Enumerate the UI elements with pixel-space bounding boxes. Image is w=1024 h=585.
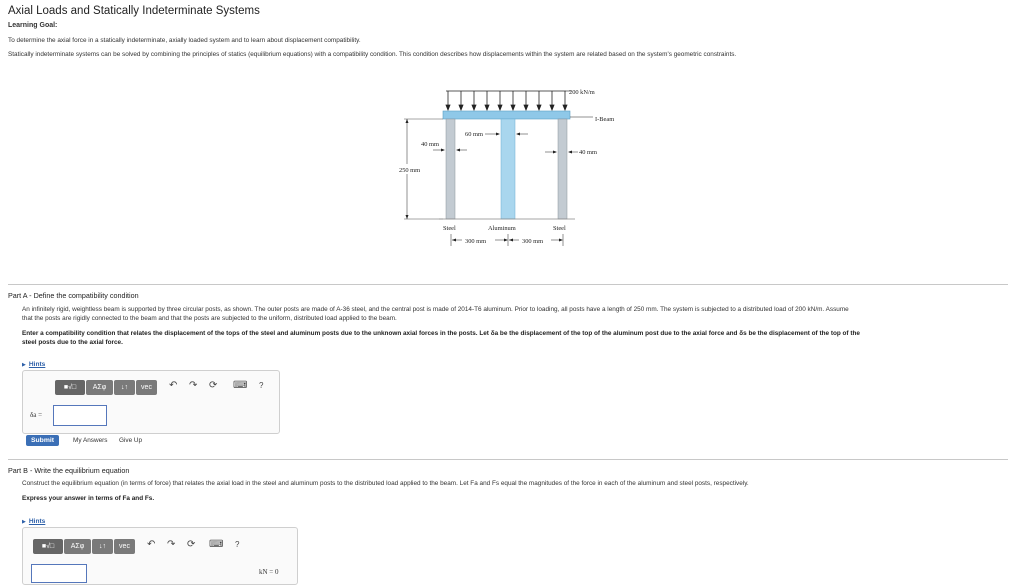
- part-a-divider: [8, 284, 1008, 285]
- right-post-dia-label: 40 mm: [579, 149, 597, 156]
- hints-arrow-icon: ▶: [22, 519, 26, 525]
- part-b-answer-box: [22, 527, 298, 585]
- part-a-instruction-line2: steel posts due to the axial force.: [22, 339, 123, 346]
- center-post-label: Aluminum: [488, 225, 516, 232]
- left-steel-post: [446, 119, 455, 219]
- part-b-hints-link[interactable]: Hints: [28, 518, 46, 525]
- template-button[interactable]: ■√□: [55, 380, 85, 395]
- left-post-dia-label: 40 mm: [421, 141, 439, 148]
- part-a-title: Part A - Define the compatibility condition: [8, 291, 139, 300]
- vector-button[interactable]: vec: [114, 539, 135, 554]
- undo-icon[interactable]: ↶: [147, 539, 156, 550]
- right-post-label: Steel: [553, 225, 566, 232]
- page-title: Axial Loads and Statically Indeterminate Systems: [8, 5, 260, 17]
- aluminum-post: [501, 119, 515, 219]
- keyboard-icon[interactable]: ⌨: [209, 539, 224, 550]
- part-b-title: Part B - Write the equilibrium equation: [8, 466, 130, 475]
- part-a-answer-box: [22, 370, 280, 434]
- intro-text: Statically indeterminate systems can be solved by combining the principles of statics (equilibrium equations) with a compatibility condition. This condition describes how displacements within the system are related based on the system's geometric constraints.: [8, 51, 737, 58]
- part-a-hints-link[interactable]: Hints: [28, 361, 46, 368]
- beam-post-diagram: [395, 86, 635, 258]
- my-answers-link[interactable]: My Answers: [73, 437, 108, 444]
- greek-symbols-button[interactable]: ΑΣφ: [86, 380, 113, 395]
- undo-icon[interactable]: ↶: [169, 380, 178, 391]
- arrows-button[interactable]: ↓↑: [114, 380, 135, 395]
- learning-goal-text: To determine the axial force in a statically indeterminate, axially loaded system and to learn about displacement compatibility.: [8, 37, 361, 44]
- reset-icon[interactable]: ⟳: [187, 539, 196, 550]
- part-b-divider: [8, 459, 1008, 460]
- give-up-link[interactable]: Give Up: [119, 437, 143, 444]
- help-icon[interactable]: ?: [259, 381, 264, 390]
- hints-arrow-icon: ▶: [22, 362, 26, 368]
- part-a-instruction-line1: Enter a compatibility condition that relates the displacement of the tops of the steel and aluminum posts due to the unknown axial forces in the posts. Let δa be the displacement of the top of the aluminum post due to the axial force and δs be the displacement of the top of the: [22, 330, 860, 337]
- part-b-unit-label: kN = 0: [259, 568, 279, 576]
- learning-goal-label: Learning Goal:: [8, 22, 58, 29]
- part-a-hints[interactable]: [22, 353, 45, 371]
- greek-symbols-button[interactable]: ΑΣφ: [64, 539, 91, 554]
- part-b-hints[interactable]: [22, 510, 45, 528]
- part-b-express: Express your answer in terms of Fa and Fs.: [22, 495, 155, 502]
- vector-button[interactable]: vec: [136, 380, 157, 395]
- template-button[interactable]: ■√□: [33, 539, 63, 554]
- help-icon[interactable]: ?: [235, 540, 240, 549]
- part-a-desc-line2: that the posts are rigidly connected to the beam and that the posts are subjected to the uniform, distributed load applied to the beam.: [22, 315, 397, 322]
- i-beam: [443, 111, 570, 119]
- part-b-desc: Construct the equilibrium equation (in terms of force) that relates the axial load in the steel and aluminum posts to the distributed load applied to the beam. Let Fa and Fs equal the magnitudes of the force in each of the aluminum and steel posts, respectively.: [22, 480, 749, 487]
- load-label: 200 kN/m: [569, 89, 595, 96]
- part-a-desc-line1: An infinitely rigid, weightless beam is supported by three circular posts, as shown. The outer posts are made of A-36 steel, and the central post is made of 2014-T6 aluminum. Prior to loading, all posts have a length of 250 mm. The system is subjected to a distributed load of 200 kN/m. Assume: [22, 306, 849, 313]
- center-post-dia-label: 60 mm: [465, 131, 483, 138]
- right-span-label: 300 mm: [522, 238, 544, 245]
- keyboard-icon[interactable]: ⌨: [233, 380, 248, 391]
- submit-button[interactable]: Submit: [26, 435, 59, 446]
- beam-label: I-Beam: [595, 116, 615, 123]
- delta-a-label: δa =: [30, 411, 43, 419]
- distributed-load-arrows: [446, 91, 567, 110]
- height-label: 250 mm: [399, 167, 421, 174]
- right-steel-post: [558, 119, 567, 219]
- redo-icon[interactable]: ↷: [167, 539, 176, 550]
- redo-icon[interactable]: ↷: [189, 380, 198, 391]
- part-b-answer-input[interactable]: [31, 564, 87, 583]
- part-a-answer-input[interactable]: [53, 405, 107, 426]
- left-span-label: 300 mm: [465, 238, 487, 245]
- left-post-label: Steel: [443, 225, 456, 232]
- arrows-button[interactable]: ↓↑: [92, 539, 113, 554]
- reset-icon[interactable]: ⟳: [209, 380, 218, 391]
